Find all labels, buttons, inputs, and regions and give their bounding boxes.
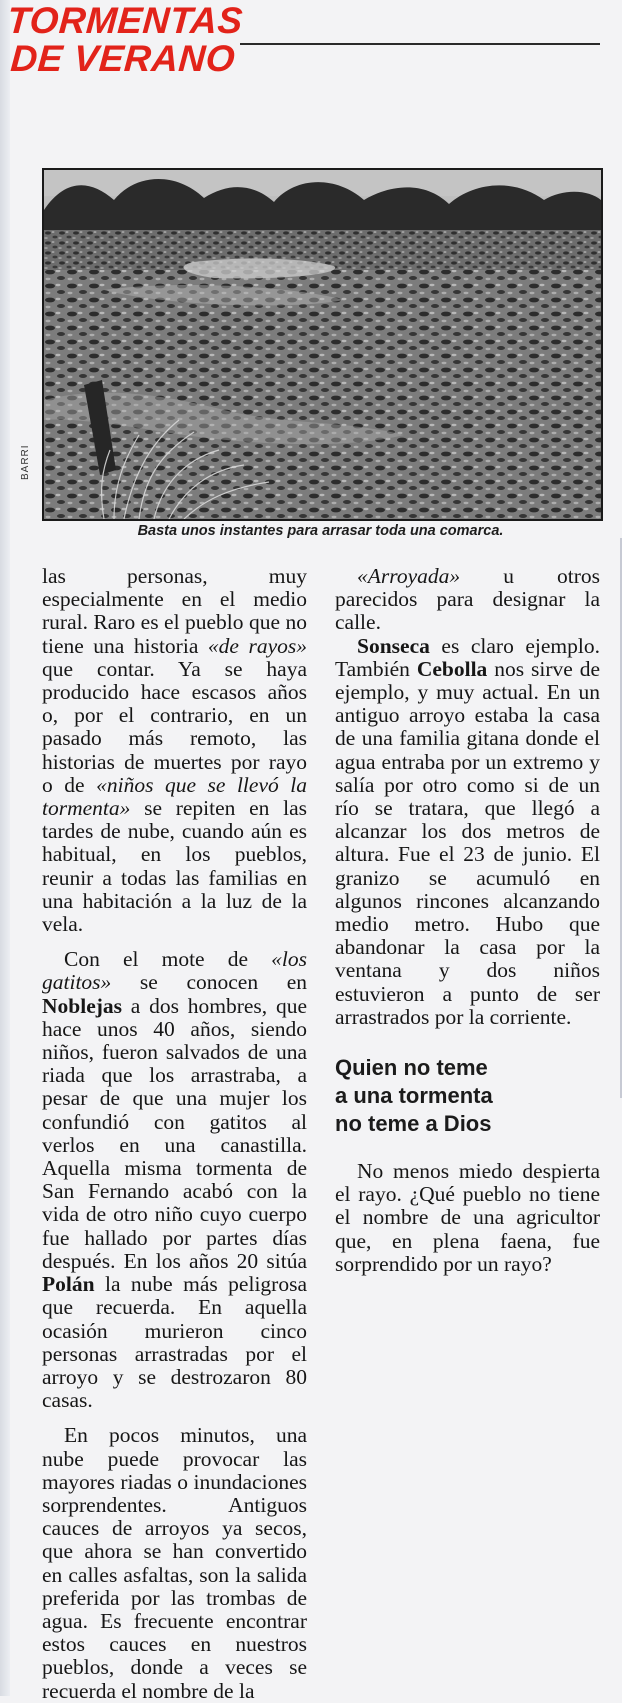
right-column (335, 565, 600, 1029)
right-column-lower (335, 1160, 600, 1276)
text-run: No menos miedo despierta el rayo. ¿Qué pueblo no tiene el nombre de una agricultor que, en plena faena, fue sorprendido por un rayo? (335, 1159, 600, 1276)
text-run: Sonseca (357, 633, 430, 658)
scan-edge (0, 0, 10, 1696)
subheading-line-1: Quien no teme (335, 1055, 488, 1080)
text-run: las personas, muy especialmente en el medio rural. Raro es el pueblo que no tiene una historia (42, 564, 307, 658)
text-run: se conocen en (111, 970, 307, 995)
photo-caption: Basta unos instantes para arrasar toda una comarca. (137, 523, 504, 539)
text-run: «de rayos» (207, 633, 307, 658)
flooded-field-photo (42, 168, 603, 521)
text-run: a dos hombres, que hace unos 40 años, siendo niños, fueron salvados de una riada que los arrastraba, a pesar de que una mujer los confundió con gatitos al verlos en una canastilla. Aquella misma tormenta de San Fernando acabó con la vida de otro niño cuyo cuerpo fue hallado por partes días después. En los años 20 sitúa (42, 993, 307, 1273)
text-run: «los gatitos» (42, 947, 307, 995)
section-kicker (3, 2, 244, 78)
header-rule (240, 43, 600, 45)
left-paragraph-3 (42, 1424, 307, 1702)
text-run: u otros parecidos para designar la calle. (335, 564, 600, 635)
photo-credit: BARRI (20, 444, 31, 480)
kicker-line-2: DE VERANO (9, 38, 237, 79)
text-run: En pocos minutos, una nube puede provocar las mayores riadas o inundaciones sorprendentes. Antiguos cauces de arroyos ya secos, que ahora se han convertido en calles asfaltas, son la salida preferida por las trombas de agua. Es frecuente encontrar estos cauces en nuestros pueblos, donde a veces se recuerda el nombre de la (42, 1423, 307, 1703)
text-run: «Arroyada» (357, 564, 461, 588)
right-paragraph-2 (335, 635, 600, 1029)
text-run: que contar. Ya se haya producido hace escasos años o, por el contrario, en un pasado más remoto, las historias de muertes por rayo o de (42, 656, 307, 797)
subheading-line-2: a una tormenta (335, 1083, 493, 1108)
subheading (335, 1054, 600, 1138)
left-paragraph-2 (42, 948, 307, 1412)
text-run: es claro ejemplo. También (335, 633, 600, 681)
text-run: «niños que se llevó la tormenta» (42, 772, 307, 821)
left-paragraph-1 (42, 565, 307, 936)
text-run: Noblejas (42, 993, 123, 1018)
text-run: Cebolla (416, 656, 488, 681)
right-paragraph-3 (335, 1160, 600, 1276)
text-run: nos sirve de ejemplo, y muy actual. En un antiguo arroyo estaba la casa de una familia gitana donde el agua entraba por un extremo y salía por otro como si de un río se tratara, que llegó a alcanzar los dos metros de altura. Fue el 23 de junio. El granizo se acumuló en algunos rincones alcanzando medio metro. Hubo que abandonar la casa por la ventana y dos niños estuvieron a punto de ser arrastrados por la corriente. (335, 656, 600, 1029)
subheading-line-3: no teme a Dios (335, 1111, 492, 1136)
kicker-line-1: TORMENTAS (5, 0, 245, 41)
text-run: Con el mote de (64, 947, 272, 972)
text-run: se repiten en las tardes de nube, cuando aún es habitual, en los pueblos, reunir a todas las familias en una habitación a la luz de la vela. (42, 796, 307, 937)
left-column (42, 565, 307, 1703)
text-run: Polán (42, 1272, 95, 1297)
photo-illustration (44, 170, 601, 519)
text-run: la nube más peligrosa que recuerda. En aquella ocasión murieron cinco personas arrastradas por el arroyo y se destrozaron 80 casas. (42, 1272, 307, 1413)
right-paragraph-1 (335, 565, 600, 635)
